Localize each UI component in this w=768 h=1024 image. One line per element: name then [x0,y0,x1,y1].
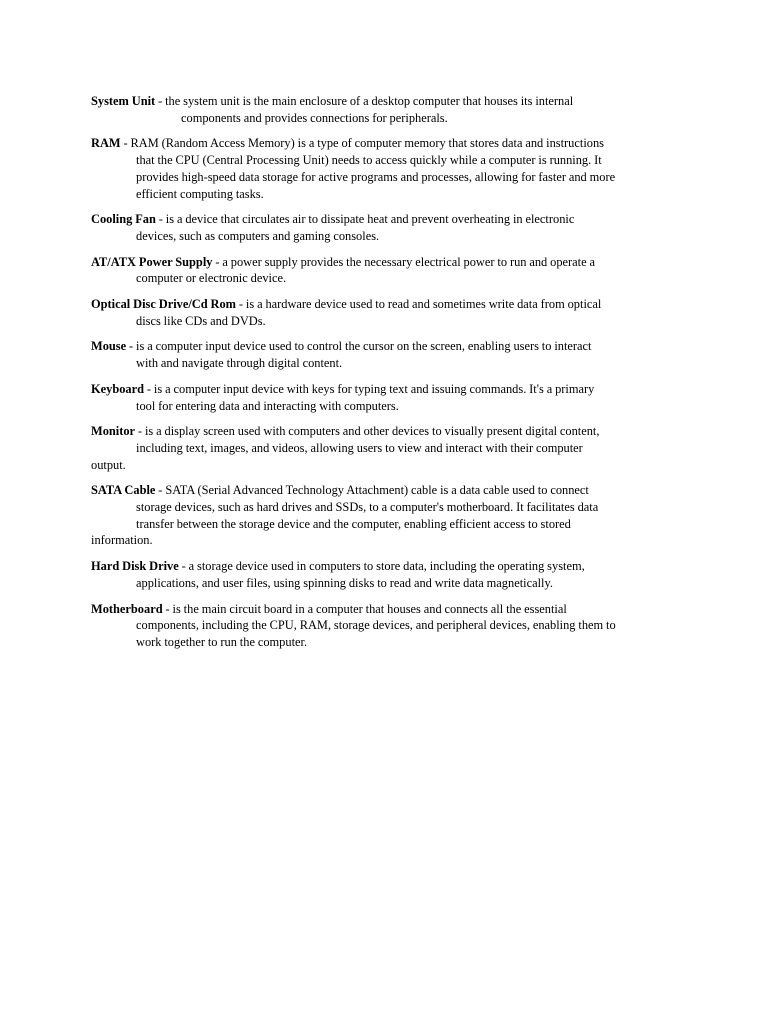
entry-line [91,423,676,440]
entry-sata-cable [91,482,676,549]
entry-optical-disc-drive [91,296,676,329]
entry-monitor [91,423,676,473]
entry-text: - RAM (Random Access Memory) is a type of computer memory that stores data and instructions [120,136,604,151]
entry-line: devices, such as computers and gaming consoles. [136,228,380,243]
entry-line: components and provides connections for peripherals. [181,110,448,125]
entry-text: - a power supply provides the necessary electrical power to run and operate a [212,254,596,269]
entry-line [91,211,676,228]
entry-line: storage devices, such as hard drives and SSDs, to a computer's motherboard. It facilitates data [136,500,599,515]
entry-text: - is a hardware device used to read and sometimes write data from optical [235,297,602,312]
entry-line [91,558,676,575]
entry-line: computer or electronic device. [136,271,287,286]
entry-line [91,93,676,110]
entry-line: work together to run the computer. [136,634,308,649]
entry-text: - the system unit is the main enclosure of a desktop computer that houses its internal [155,94,574,108]
entry-line: with and navigate through digital content. [136,356,343,371]
entry-line [91,338,676,355]
entry-line: applications, and user files, using spinning disks to read and write data magnetically. [136,575,553,590]
entry-term: System Unit [91,94,156,108]
entry-term: Keyboard [91,381,145,396]
entry-term: Mouse [91,339,127,354]
entry-text: - is a computer input device with keys for typing text and issuing commands. It's a primary [144,381,595,396]
entry-line [91,482,676,499]
entry-hard-disk-drive [91,558,676,591]
entry-line: transfer between the storage device and the computer, enabling efficient access to stored [136,516,571,531]
entry-line: output. [91,457,126,472]
entry-term: Cooling Fan [91,212,156,227]
entry-term: Optical Disc Drive/Cd Rom [91,297,236,312]
entry-line [91,296,676,313]
entry-line [91,254,676,271]
entry-line: that the CPU (Central Processing Unit) needs to access quickly while a computer is running. It [136,153,602,168]
entry-term: RAM [91,136,121,151]
entry-line: provides high-speed data storage for active programs and processes, allowing for faster and more [136,169,616,184]
entry-line [91,601,676,618]
entry-text: - is a device that circulates air to dissipate heat and prevent overheating in electronic [155,212,575,227]
entry-power-supply [91,254,676,287]
entry-line: discs like CDs and DVDs. [136,313,266,328]
entry-term: AT/ATX Power Supply [91,254,213,269]
entry-term: SATA Cable [91,483,156,498]
entry-term: Motherboard [91,601,163,616]
entry-text: - is a display screen used with computers and other devices to visually present digital content, [135,424,600,439]
entry-line: including text, images, and videos, allowing users to view and interact with their computer [136,440,583,455]
entry-motherboard [91,601,676,651]
glossary [91,93,676,660]
entry-text: - a storage device used in computers to store data, including the operating system, [178,559,585,574]
entry-text: - is a computer input device used to control the cursor on the screen, enabling users to interact [126,339,592,354]
entry-system-unit [91,93,676,126]
entry-term: Monitor [91,424,136,439]
entry-line [91,135,676,152]
entry-line: tool for entering data and interacting with computers. [136,398,399,413]
entry-line [91,381,676,398]
entry-line: information. [91,533,153,548]
entry-line: components, including the CPU, RAM, storage devices, and peripheral devices, enabling them to [136,618,616,633]
entry-mouse [91,338,676,371]
entry-cooling-fan [91,211,676,244]
entry-text: - SATA (Serial Advanced Technology Attachment) cable is a data cable used to connect [155,483,589,498]
entry-line: efficient computing tasks. [136,186,264,201]
entry-term: Hard Disk Drive [91,559,179,574]
entry-text: - is the main circuit board in a computer that houses and connects all the essential [162,601,567,616]
entry-keyboard [91,381,676,414]
entry-ram [91,135,676,202]
